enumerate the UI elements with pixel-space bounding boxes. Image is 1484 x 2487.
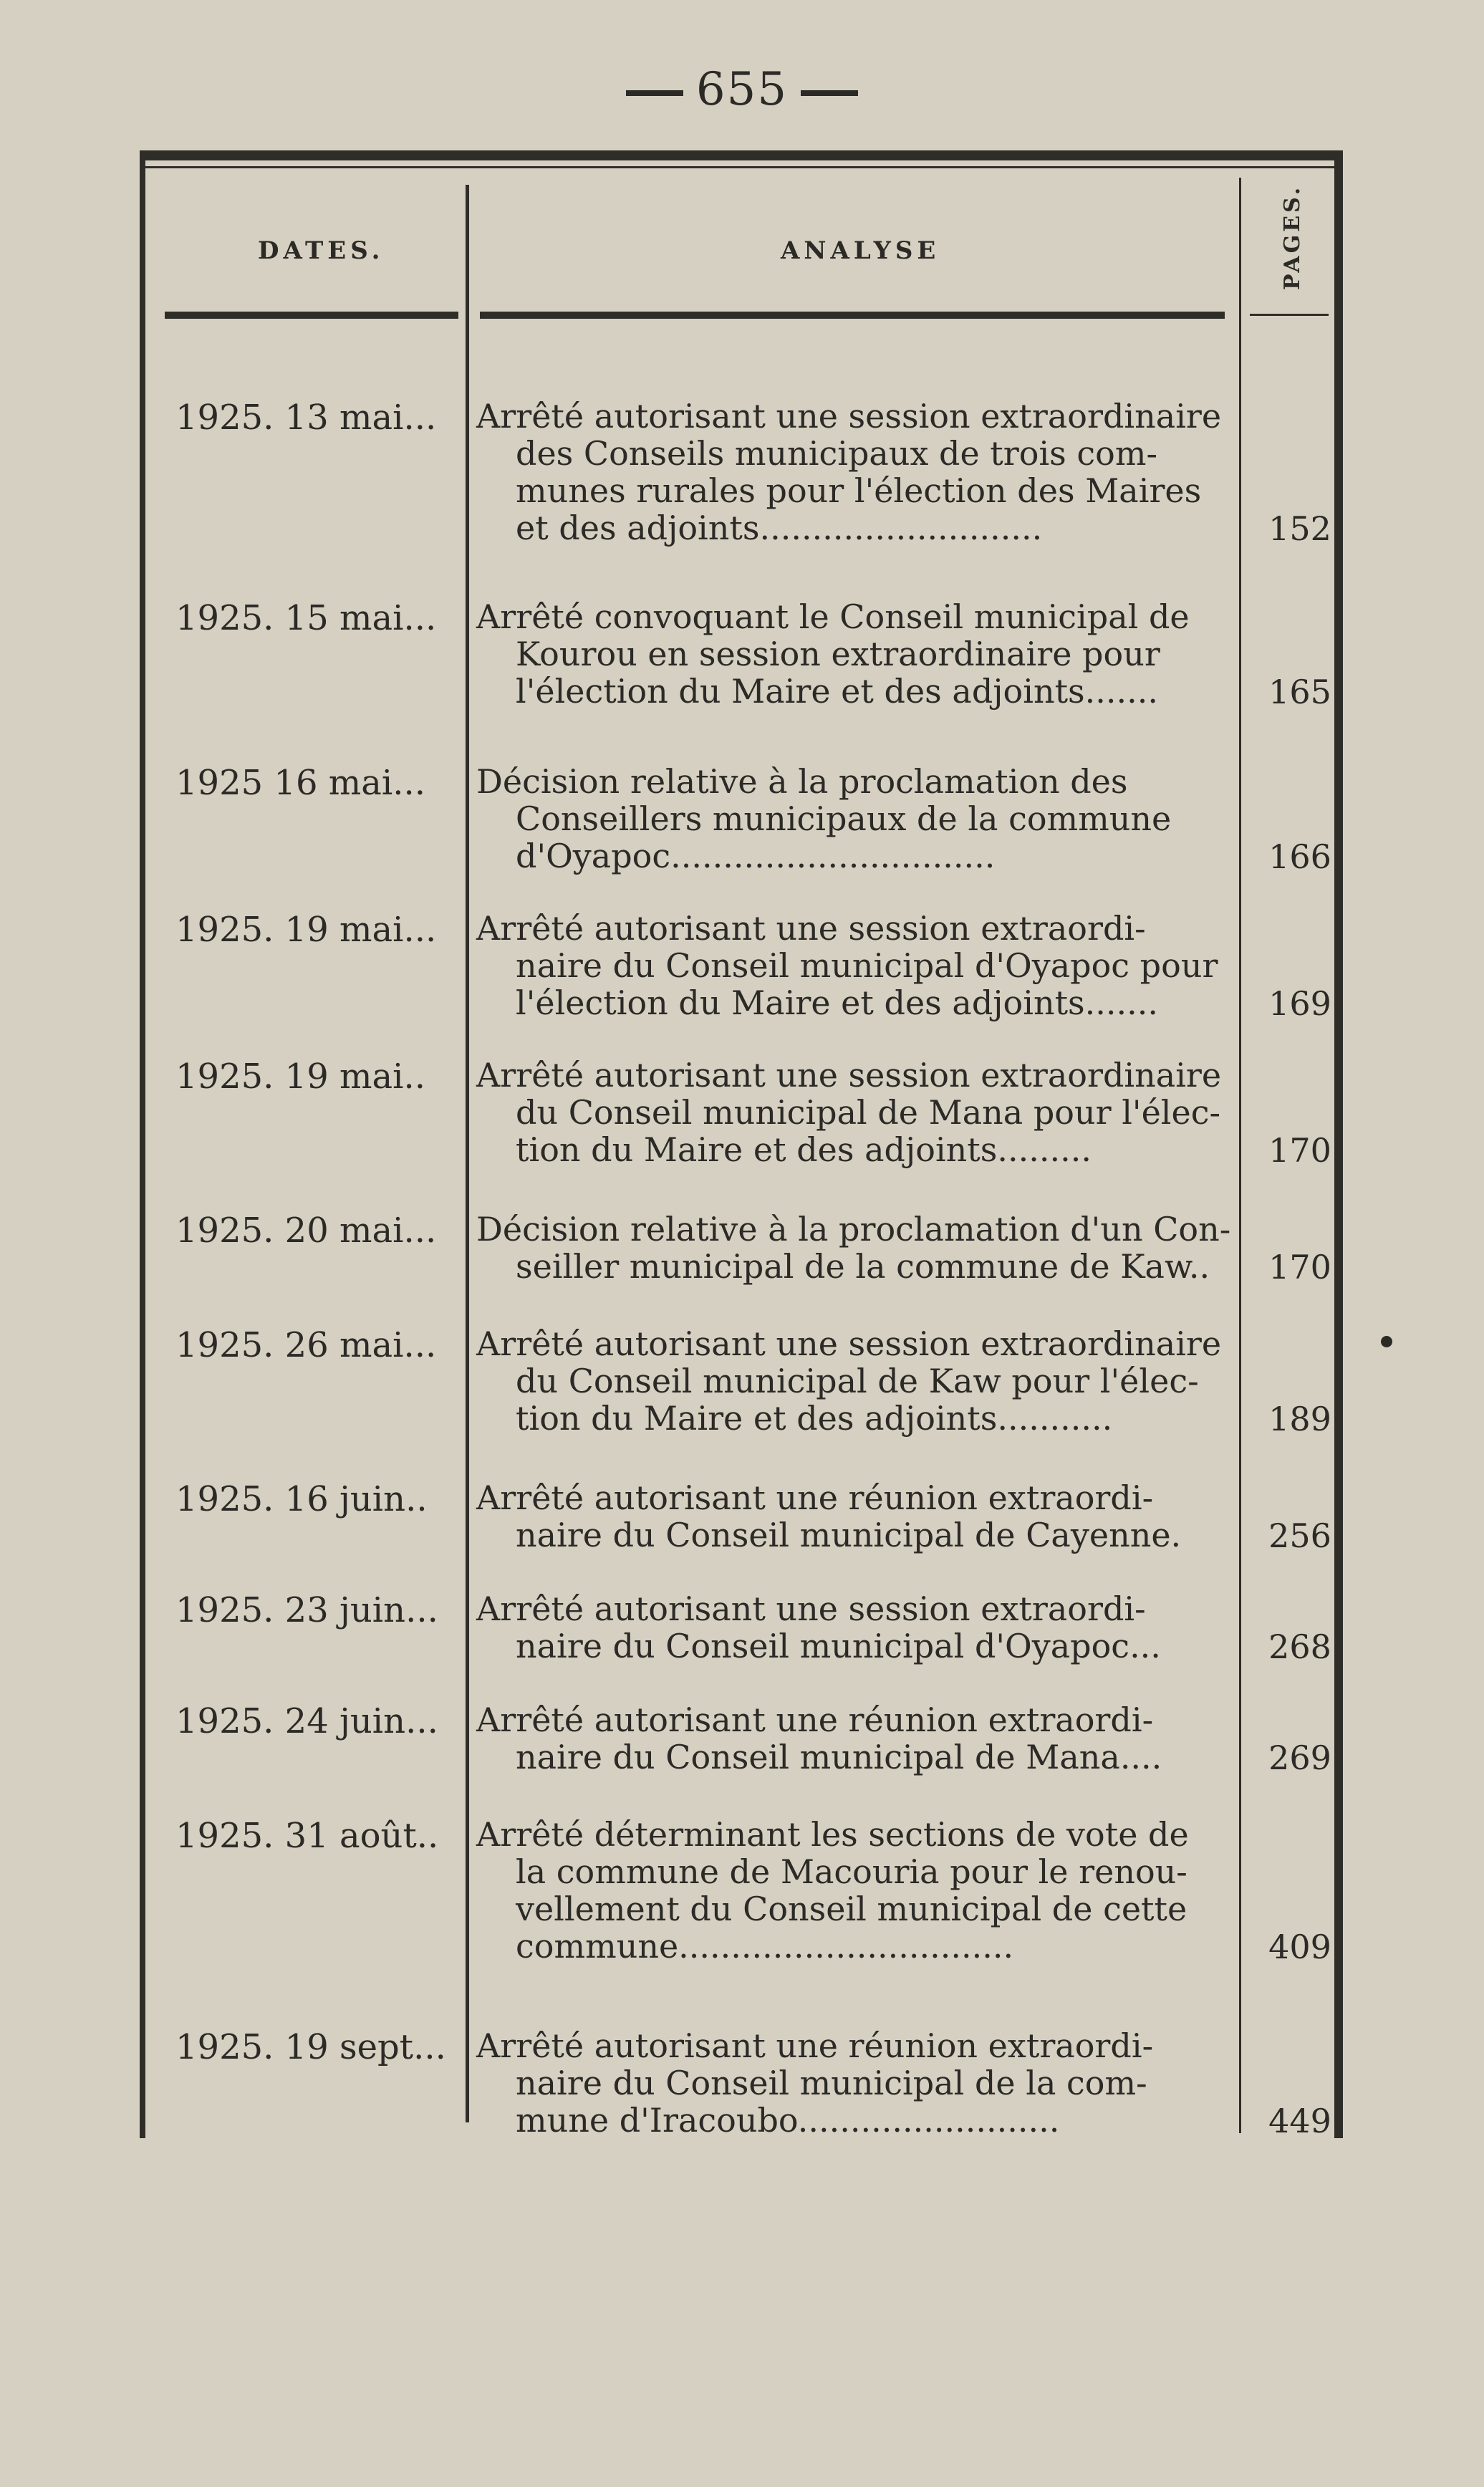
analysis-line: Décision relative à la proclamation d'un Con- <box>476 1210 1231 1249</box>
entry-analysis <box>476 1590 1243 1665</box>
header-rule-dates <box>165 312 458 319</box>
entry-page: 449 <box>1268 2102 1331 2140</box>
entry-page: 269 <box>1268 1738 1331 1777</box>
analysis-line: l'élection du Maire et des adjoints....... <box>516 672 1159 711</box>
entry-date: 1925. 20 mai... <box>175 1211 437 1251</box>
analysis-line: Arrêté déterminant les sections de vote de <box>476 1815 1189 1854</box>
entry-page: 409 <box>1268 1928 1331 1966</box>
entry-date: 1925. 23 juin... <box>175 1590 438 1630</box>
analysis-line: naire du Conseil municipal d'Oyapoc pour <box>516 946 1218 985</box>
analysis-line: et des adjoints........................... <box>516 509 1043 547</box>
entry-date: 1925. 13 mai... <box>175 398 437 438</box>
analysis-line: Arrêté autorisant une réunion extraordi- <box>476 1701 1154 1739</box>
entry-page: 165 <box>1268 673 1331 711</box>
entry-date: 1925. 19 mai... <box>175 910 437 950</box>
entry-analysis <box>476 1816 1243 1965</box>
entry-analysis <box>476 398 1243 547</box>
index-table <box>140 150 1343 2138</box>
analysis-line: Arrêté autorisant une session extraordinaire <box>476 1324 1222 1363</box>
analysis-line: Décision relative à la proclamation des <box>476 762 1128 801</box>
analysis-line: vellement du Conseil municipal de cette <box>516 1890 1187 1928</box>
analysis-line: munes rurales pour l'élection des Maires <box>516 471 1202 510</box>
right-border <box>1334 150 1343 2138</box>
entry-analysis <box>476 1701 1243 1776</box>
analysis-line: du Conseil municipal de Mana pour l'élec- <box>516 1093 1221 1132</box>
dash-left <box>626 90 683 96</box>
analysis-line: l'élection du Maire et des adjoints....... <box>516 983 1159 1022</box>
entry-page: 189 <box>1268 1400 1331 1438</box>
entry-page: 170 <box>1268 1131 1331 1170</box>
analysis-line: des Conseils municipaux de trois com- <box>516 434 1158 473</box>
margin-dot <box>1381 1336 1392 1347</box>
entry-page: 170 <box>1268 1248 1331 1286</box>
entry-page: 256 <box>1268 1516 1331 1555</box>
entry-date: 1925. 15 mai... <box>175 598 437 638</box>
page-number-text: 655 <box>695 63 789 116</box>
analysis-line: mune d'Iracoubo......................... <box>516 2101 1060 2140</box>
entry-analysis <box>476 1479 1243 1554</box>
entry-page: 166 <box>1268 837 1331 876</box>
top-rule <box>140 150 1343 160</box>
analysis-line: Kourou en session extraordinaire pour <box>516 635 1160 673</box>
analysis-line: Arrêté autorisant une session extraordinaire <box>476 1056 1222 1095</box>
entry-analysis <box>476 2027 1243 2139</box>
entry-date: 1925. 26 mai... <box>175 1325 437 1365</box>
analysis-line: du Conseil municipal de Kaw pour l'élec- <box>516 1362 1199 1400</box>
analysis-line: commune................................ <box>516 1927 1014 1966</box>
left-border <box>140 150 145 2138</box>
entry-analysis <box>476 1211 1243 1285</box>
analysis-line: naire du Conseil municipal de Mana.... <box>516 1738 1162 1776</box>
dash-right <box>801 90 858 96</box>
analysis-line: Conseillers municipaux de la commune <box>516 799 1172 838</box>
analysis-line: Arrêté autorisant une réunion extraordi- <box>476 2026 1154 2065</box>
page-number <box>0 63 1484 116</box>
entry-date: 1925. 19 mai.. <box>175 1057 426 1097</box>
entry-date: 1925. 31 août.. <box>175 1816 439 1856</box>
entry-date: 1925. 19 sept... <box>175 2027 446 2067</box>
header-rule-pages <box>1250 314 1329 316</box>
top-rule-thin <box>140 166 1343 168</box>
entry-page: 152 <box>1268 509 1331 548</box>
analysis-line: naire du Conseil municipal de Cayenne. <box>516 1516 1182 1554</box>
analysis-line: Arrêté autorisant une session extraordinaire <box>476 397 1222 436</box>
analysis-line: naire du Conseil municipal de la com- <box>516 2064 1147 2102</box>
analysis-line: naire du Conseil municipal d'Oyapoc... <box>516 1627 1161 1665</box>
header-pages: PAGES. <box>1280 184 1305 290</box>
analysis-line: Arrêté autorisant une réunion extraordi- <box>476 1478 1154 1517</box>
entry-analysis <box>476 1325 1243 1437</box>
entry-analysis <box>476 763 1243 875</box>
analysis-line: tion du Maire et des adjoints......... <box>516 1130 1092 1169</box>
entry-date: 1925 16 mai... <box>175 763 426 803</box>
analysis-line: Arrêté autorisant une session extraordi- <box>476 1589 1146 1628</box>
entry-analysis <box>476 1057 1243 1168</box>
entry-page: 268 <box>1268 1627 1331 1666</box>
header-dates: DATES. <box>258 236 385 265</box>
header-analyse: ANALYSE <box>781 236 940 265</box>
analysis-line: Arrêté convoquant le Conseil municipal de <box>476 597 1190 636</box>
entry-page: 169 <box>1268 984 1331 1023</box>
header-rule-analyse <box>480 312 1225 319</box>
analysis-line: d'Oyapoc............................... <box>516 837 996 875</box>
analysis-line: la commune de Macouria pour le renou- <box>516 1852 1187 1891</box>
analysis-line: seiller municipal de la commune de Kaw.. <box>516 1247 1210 1286</box>
analysis-line: tion du Maire et des adjoints........... <box>516 1399 1113 1438</box>
entry-date: 1925. 16 juin.. <box>175 1479 428 1519</box>
entry-analysis <box>476 598 1243 710</box>
analysis-line: Arrêté autorisant une session extraordi- <box>476 909 1146 948</box>
entry-analysis <box>476 910 1243 1021</box>
entry-date: 1925. 24 juin... <box>175 1701 438 1741</box>
